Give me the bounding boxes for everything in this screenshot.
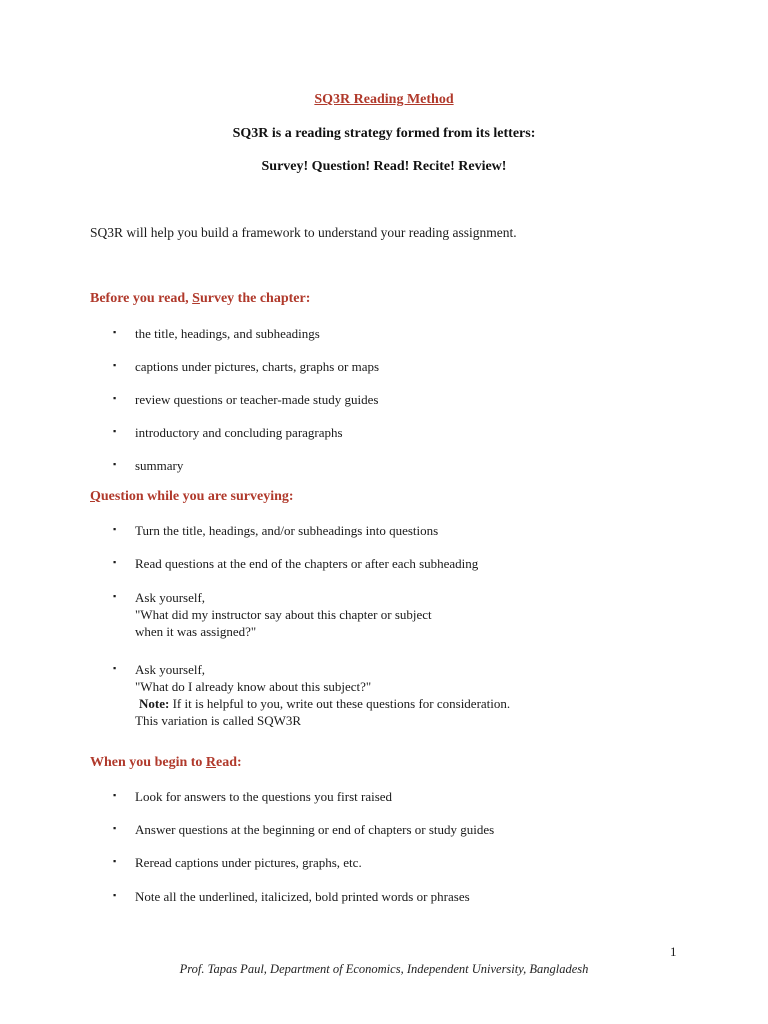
- bullet-icon: ▪: [113, 663, 117, 673]
- question-heading: Question while you are surveying:: [90, 489, 294, 504]
- bullet-icon: ▪: [113, 459, 117, 469]
- document-subtitle-steps: Survey! Question! Read! Recite! Review!: [261, 159, 507, 174]
- bullet-icon: ▪: [113, 360, 117, 370]
- bullet-icon: ▪: [113, 823, 117, 833]
- document-subtitle: SQ3R is a reading strategy formed from its letters:: [232, 126, 536, 141]
- bullet-icon: ▪: [113, 524, 117, 534]
- bullet-icon: ▪: [113, 591, 117, 601]
- bullet-icon: ▪: [113, 856, 117, 866]
- bullet-icon: ▪: [113, 327, 117, 337]
- footer-credit: Prof. Tapas Paul, Department of Economics, Independent University, Bangladesh: [179, 962, 589, 976]
- bullet-icon: ▪: [113, 790, 117, 800]
- page-number: 1: [670, 944, 677, 959]
- document-title: SQ3R Reading Method: [314, 92, 454, 107]
- bullet-icon: ▪: [113, 557, 117, 567]
- note-line: Note: If it is helpful to you, write out these questions for consideration.: [139, 696, 511, 711]
- bullet-icon: ▪: [113, 890, 117, 900]
- survey-heading: Before you read, Survey the chapter:: [90, 291, 311, 306]
- read-heading: When you begin to Read:: [90, 755, 242, 770]
- bullet-icon: ▪: [113, 393, 117, 403]
- intro-paragraph: SQ3R will help you build a framework to understand your reading assignment.: [90, 225, 517, 240]
- bullet-icon: ▪: [113, 426, 117, 436]
- note-label: Note:: [139, 696, 170, 711]
